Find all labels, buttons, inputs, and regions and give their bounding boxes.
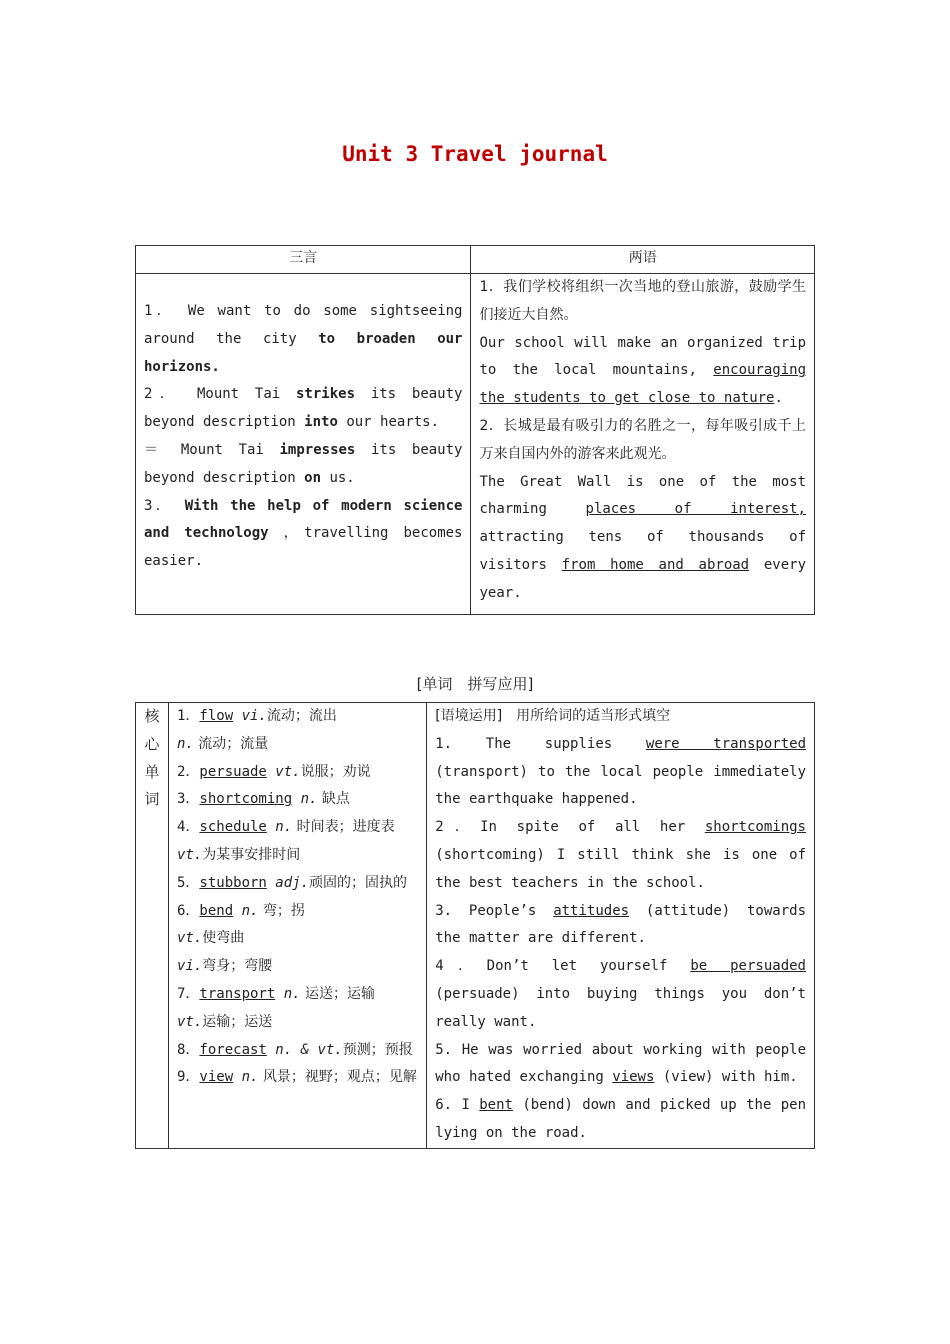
exercise-cell <box>427 703 815 1149</box>
vocabulary-item <box>177 1064 418 1092</box>
word-sense <box>177 953 418 981</box>
sentence-number: 1． <box>144 303 176 319</box>
word-list <box>168 703 426 1149</box>
word-meaning: 为某事安排时间 <box>202 846 301 863</box>
header-char: 核 <box>144 707 160 725</box>
exercise-item <box>435 1092 806 1148</box>
answer-phrase: places of interest, <box>585 501 806 518</box>
exercise-instructions: [语境运用] 用所给词的适当形式填空 <box>435 708 671 724</box>
exercise-text: 6. I <box>435 1097 470 1114</box>
item-number: 9． <box>176 1069 200 1086</box>
part-of-speech: n. <box>241 1069 259 1086</box>
word-meaning: 说服；劝说 <box>300 763 371 780</box>
answer-blank: bent <box>479 1097 513 1114</box>
vocabulary-item <box>177 703 418 731</box>
vocabulary-item <box>177 898 418 926</box>
key-phrase: to broaden our horizons. <box>144 330 463 375</box>
word-meaning: 流动；流量 <box>193 735 269 752</box>
part-of-speech: vt. <box>176 1013 203 1030</box>
key-phrase: With the help of modern science and technology <box>144 497 463 542</box>
part-of-speech: n. <box>300 791 318 808</box>
word-meaning: 顽固的；固执的 <box>309 874 408 891</box>
vocabulary-word: forecast <box>199 1041 267 1058</box>
sentence-text: our hearts. <box>346 414 440 431</box>
sentence-text: ＝ Mount Tai <box>144 441 264 458</box>
table-header-right: 两语 <box>471 246 815 274</box>
sentence-text: its beauty beyond description <box>144 441 463 486</box>
answer-blank: were transported <box>645 735 807 752</box>
sentence-text: ，travelling becomes easier. <box>144 525 463 570</box>
word-meaning: 缺点 <box>317 791 350 808</box>
part-of-speech: n. <box>176 735 194 752</box>
vocabulary-word: stubborn <box>199 874 267 891</box>
word-meaning: 弯身；弯腰 <box>202 958 273 975</box>
exercise-item <box>435 731 806 814</box>
sentence-number: 2． <box>144 386 182 403</box>
sentence-2 <box>144 381 462 492</box>
item-number: 7． <box>176 985 200 1002</box>
answer-phrase: encouraging the students to get close to nature <box>479 362 806 407</box>
sentence-text: We want to do some sightseeing around the city <box>144 303 463 347</box>
key-phrase: on <box>304 469 322 486</box>
vocabulary-table <box>135 702 815 1149</box>
word-meaning: 运送；运输 <box>300 985 376 1002</box>
word-meaning: 流动；流出 <box>266 708 337 724</box>
answer-blank: shortcomings <box>704 819 806 836</box>
exercise-text: 1. The supplies <box>435 735 613 752</box>
english-sentence-2 <box>479 469 806 608</box>
exercise-text: (shortcoming) I still think she is one of the best teachers in the school. <box>435 846 806 891</box>
word-sense <box>177 731 418 759</box>
vocabulary-word: shortcoming <box>199 791 293 808</box>
header-char: 单 <box>144 762 160 781</box>
word-meaning: 预测；预报 <box>342 1041 413 1058</box>
section-caption: [单词 拼写应用] <box>416 675 534 693</box>
exercise-text: 5. He was worried about working with people who hated exchanging <box>435 1041 806 1086</box>
sentences-cell <box>136 274 471 615</box>
part-of-speech: vi. <box>241 708 267 724</box>
exercise-text: (transport) to the local people immediately the earthquake happened. <box>435 763 806 808</box>
table-header-left: 三言 <box>136 246 471 274</box>
item-number: 2． <box>176 763 200 780</box>
vocabulary-item <box>177 870 418 898</box>
vocabulary-word: view <box>199 1069 234 1086</box>
translations-cell <box>471 274 815 615</box>
vocabulary-item <box>177 786 418 814</box>
exercise-list <box>435 731 806 1148</box>
exercise-text: (bend) down and picked up the pen lying on the road. <box>435 1097 806 1141</box>
vocabulary-item <box>177 759 418 787</box>
english-sentence-1 <box>479 330 806 413</box>
exercise-text: 2．In spite of all her <box>435 819 686 836</box>
exercise-item <box>435 953 806 1036</box>
core-words-header <box>136 703 169 1149</box>
item-number: 5． <box>176 874 200 891</box>
word-meaning: 时间表；进度表 <box>292 819 395 836</box>
sentence-text: its beauty beyond description <box>144 386 463 431</box>
part-of-speech: adj. <box>275 874 310 891</box>
sentence-text: every year. <box>479 556 807 601</box>
header-char: 心 <box>144 734 160 753</box>
exercise-item <box>435 898 806 954</box>
chinese-sentence-2: 2．长城是最有吸引力的名胜之一，每年吸引成千上万来自国内外的游客来此观光。 <box>479 417 806 462</box>
vocabulary-item <box>177 814 418 842</box>
part-of-speech: n. & vt. <box>275 1041 343 1058</box>
sentence-text: Mount Tai <box>196 386 281 403</box>
word-sense <box>177 925 418 953</box>
exercise-text: (attitude) towards the matter are different. <box>435 902 807 947</box>
part-of-speech: vt. <box>275 763 301 780</box>
sentence-text: The Great Wall is one of the most charming <box>479 473 806 518</box>
phrases-table <box>135 245 815 615</box>
item-number: 1． <box>176 708 200 724</box>
exercise-item <box>435 814 806 897</box>
word-meaning: 风景；视野；观点；见解 <box>258 1069 417 1086</box>
part-of-speech: n. <box>275 819 293 836</box>
vocabulary-item <box>177 1037 418 1065</box>
part-of-speech: n. <box>241 902 259 919</box>
vocabulary-word: transport <box>199 985 276 1002</box>
vocabulary-word: schedule <box>199 819 267 836</box>
exercise-text: 3. People’s <box>435 902 537 919</box>
sentence-1 <box>144 298 462 381</box>
exercise-item <box>435 1037 806 1093</box>
word-sense <box>177 842 418 870</box>
vocabulary-word: flow <box>199 708 234 724</box>
key-phrase: strikes <box>296 386 356 403</box>
header-char: 词 <box>144 790 160 809</box>
vocabulary-word: persuade <box>199 763 267 780</box>
sentence-text: Our school will make an organized trip to the local mountains, <box>479 334 806 379</box>
key-phrase: into <box>304 414 338 431</box>
exercise-text: (view) with him. <box>662 1069 798 1086</box>
answer-blank: attitudes <box>553 902 630 919</box>
answer-blank: views <box>612 1069 655 1086</box>
sentence-text: us. <box>329 469 355 486</box>
chinese-sentence-1: 1．我们学校将组织一次当地的登山旅游，鼓励学生们接近大自然。 <box>479 279 806 323</box>
item-number: 8． <box>176 1041 200 1058</box>
word-meaning: 弯；拐 <box>258 902 305 919</box>
exercise-text: 4．Don’t let yourself <box>435 958 668 975</box>
sentence-text: attracting tens of thousands of visitors <box>479 529 806 573</box>
sentence-number: 3． <box>144 497 174 514</box>
item-number: 3． <box>176 791 200 808</box>
part-of-speech: vi. <box>176 958 203 975</box>
sentence-3 <box>144 493 462 576</box>
page-title: Unit 3 Travel journal <box>342 142 608 166</box>
part-of-speech: vt. <box>176 846 203 863</box>
vocabulary-word: bend <box>199 902 234 919</box>
word-meaning: 使弯曲 <box>202 930 245 947</box>
word-meaning: 运输；运送 <box>202 1013 273 1030</box>
vocabulary-item <box>177 981 418 1009</box>
item-number: 4． <box>176 819 200 836</box>
word-sense <box>177 1009 418 1037</box>
part-of-speech: vt. <box>176 930 203 947</box>
exercise-text: (persuade) into buying things you don’t really want. <box>435 985 806 1030</box>
sentence-text: . <box>774 390 783 407</box>
answer-blank: be persuaded <box>690 958 806 975</box>
item-number: 6． <box>176 902 200 919</box>
answer-phrase: from home and abroad <box>561 556 750 573</box>
part-of-speech: n. <box>283 985 301 1002</box>
key-phrase: impresses <box>279 441 356 458</box>
